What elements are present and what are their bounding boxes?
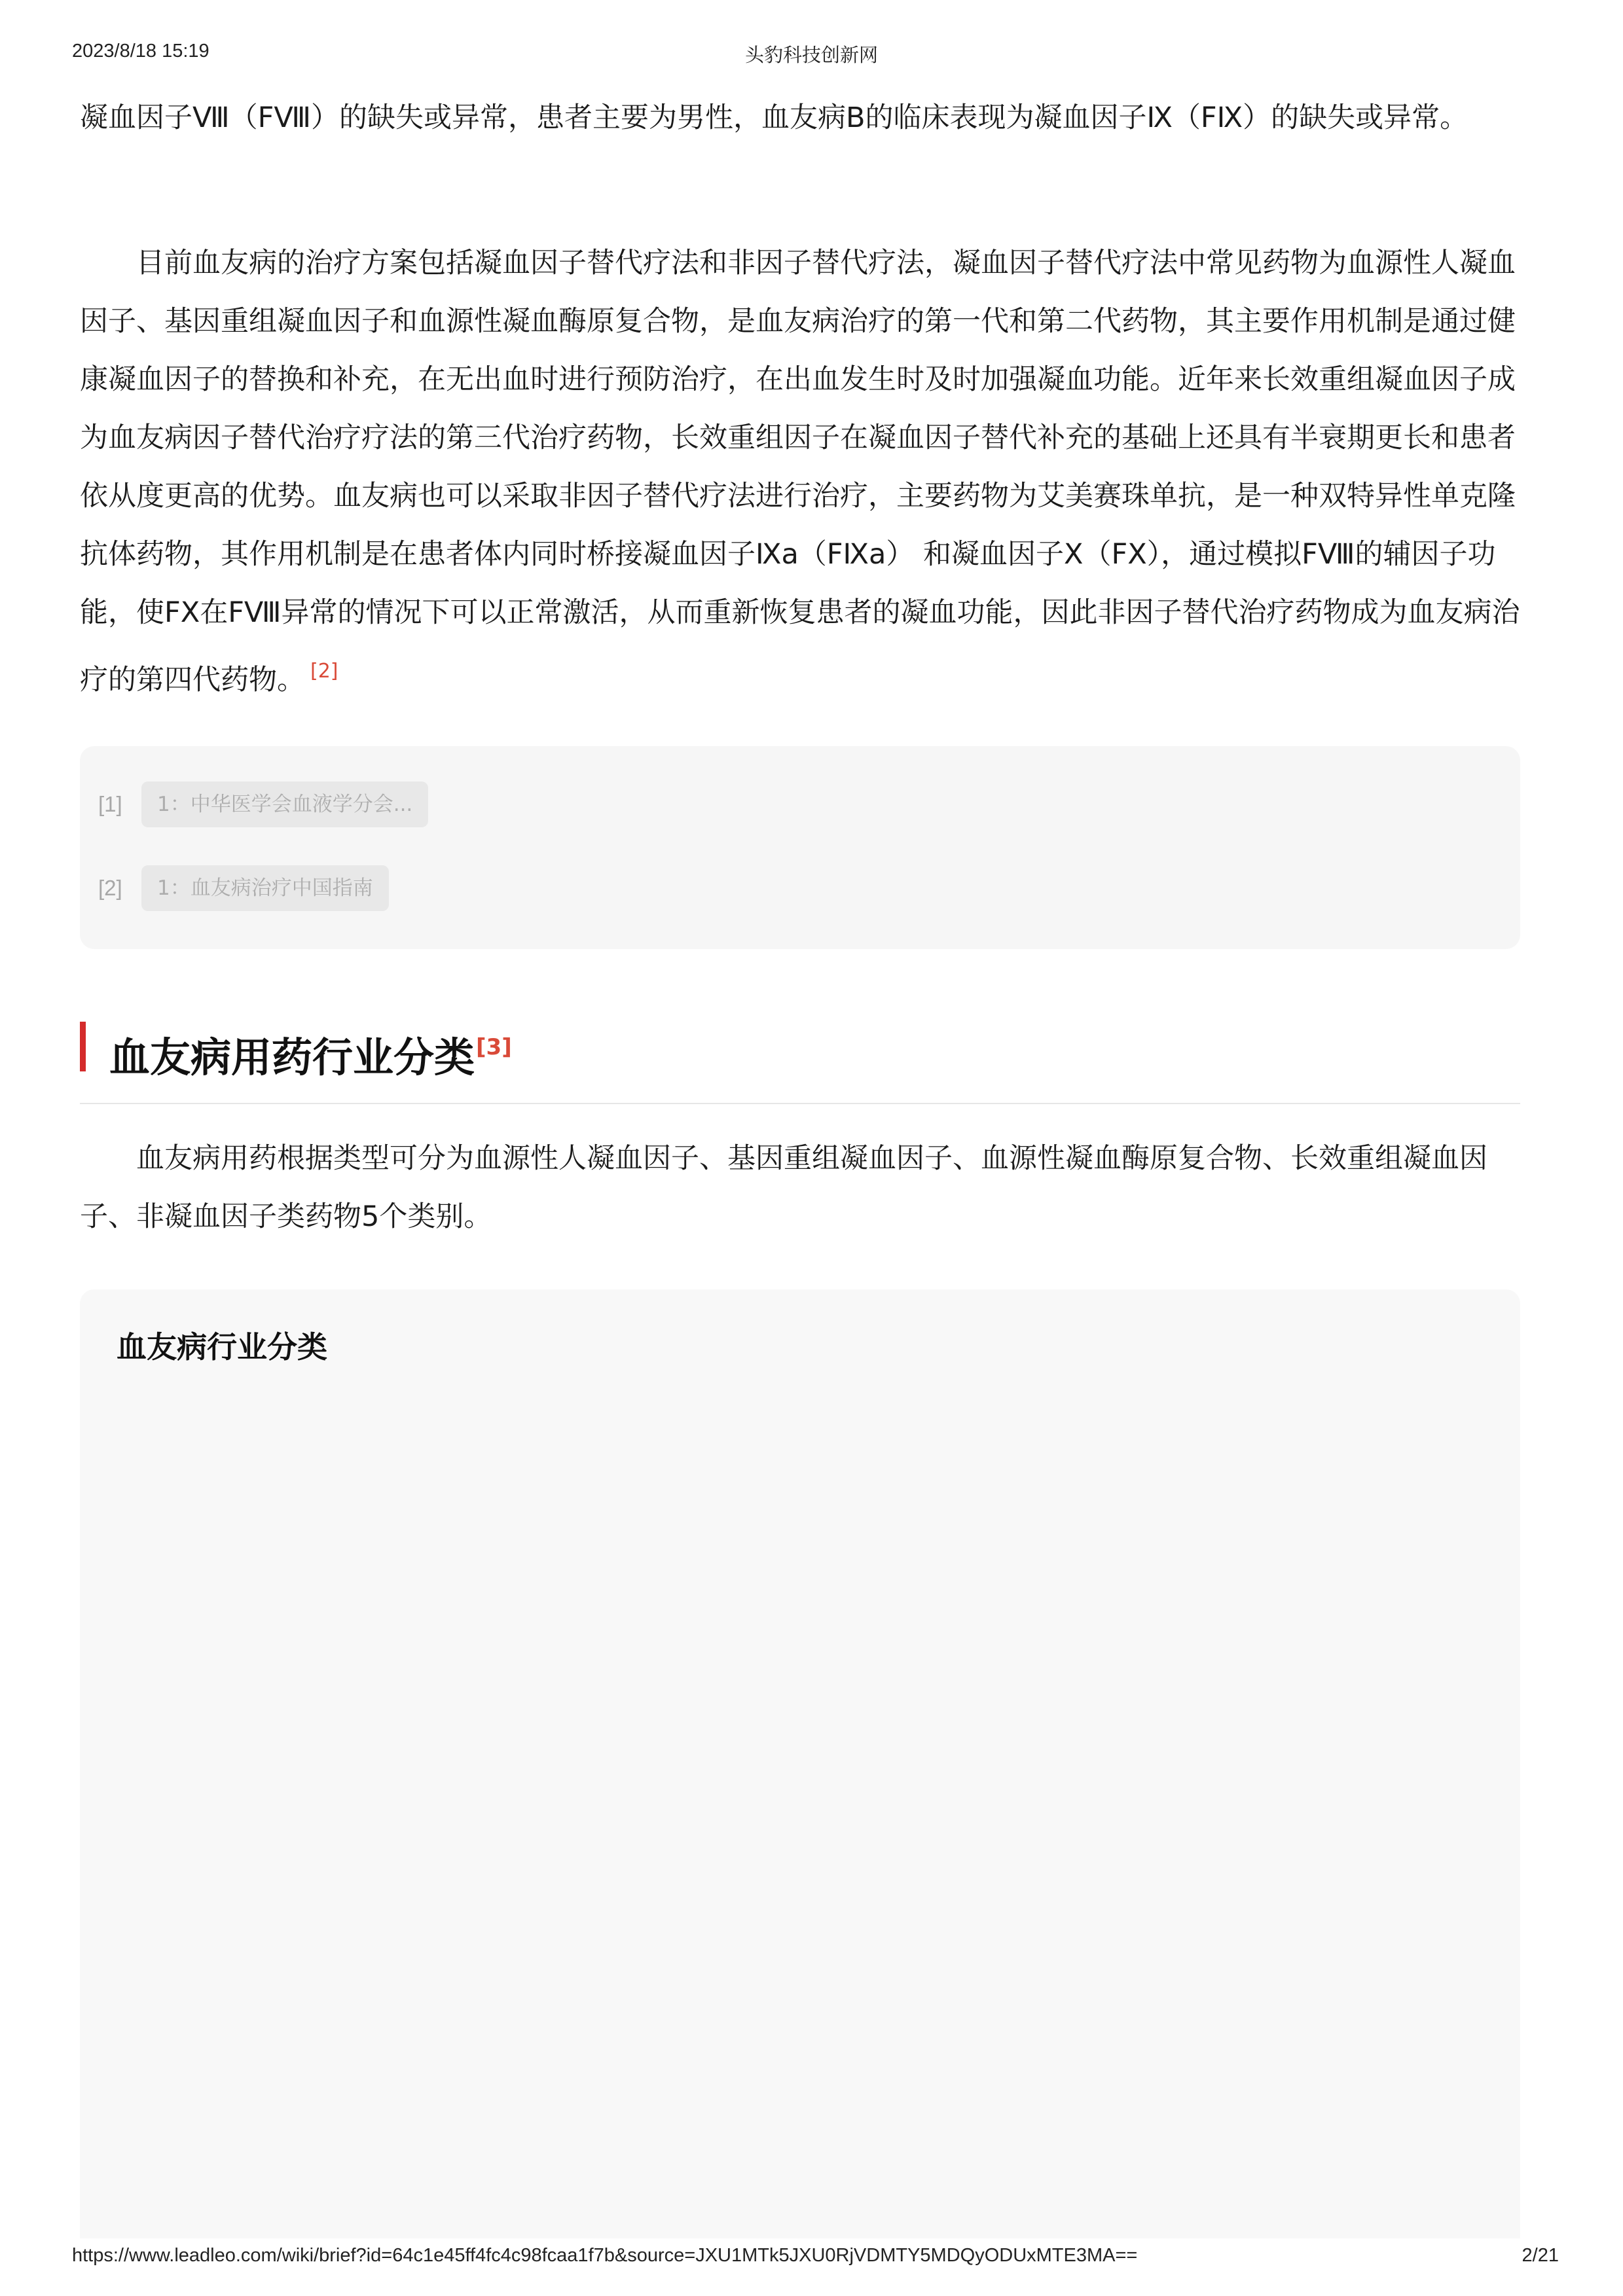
- paragraph-hemophilia-definition: 凝血因子Ⅷ（FⅧ）的缺失或异常，患者主要为男性，血友病B的临床表现为凝血因子Ⅸ（FⅨ）的缺失或异常。: [80, 101, 1468, 134]
- section-heading: [80, 1018, 1520, 1104]
- citation-link-2[interactable]: [2]: [310, 660, 338, 683]
- header-site-name: 头豹科技创新网: [744, 45, 878, 66]
- section-accent-bar: [80, 1022, 86, 1071]
- reference-item: [98, 781, 428, 827]
- section-title: [109, 1018, 512, 1087]
- reference-link[interactable]: 1：中华医学会血液学分会...: [141, 781, 428, 827]
- citation-link-3[interactable]: [3]: [476, 1034, 512, 1060]
- paragraph-treatment-text: 目前血友病的治疗方案包括凝血因子替代疗法和非因子替代疗法，凝血因子替代疗法中常见药物为血源性人凝血因子、基因重组凝血因子和血源性凝血酶原复合物，是血友病治疗的第一代和第二代药物，其主要作用机制是通过健康凝血因子的替换和补充，在无出血时进行预防治疗，在出血发生时及时加强凝血功能。近年来长效重组凝血因子成为血友病因子替代治疗疗法的第三代治疗药物，长效重组因子在凝血因子替代补充的基础上还具有半衰期更长和患者依从度更高的优势。血友病也可以采取非因子替代疗法进行治疗，主要药物为艾美赛珠单抗，是一种双特异性单克隆抗体药物，其作用机制是在患者体内同时桥接凝血因子Ⅸa（FⅨa） 和凝血因子Ⅹ（FⅩ），通过模拟FⅧ的辅因子功能，使FⅩ在FⅧ异常的情况下可以正常激活，从而重新恢复患者的凝血功能，因此非因子替代治疗药物成为血友病治疗的第四代药物。: [80, 247, 1520, 696]
- header-datetime: 2023/8/18 15:19: [72, 41, 210, 62]
- category-card-title: 血友病行业分类: [117, 1329, 327, 1365]
- references-box: [80, 746, 1520, 949]
- paragraph-drug-classification: 血友病用药根据类型可分为血源性人凝血因子、基因重组凝血因子、血源性凝血酶原复合物、长效重组凝血因子、非凝血因子类药物5个类别。: [80, 1142, 1487, 1233]
- section-title-text: 血友病用药行业分类: [109, 1033, 475, 1081]
- reference-number: [1]: [98, 792, 122, 816]
- footer-url: https://www.leadleo.com/wiki/brief?id=64c1e45ff4fc4c98fcaa1f7b&source=JXU1MTk5JXU0RjVDMTY5MDQyODUxMTE3MA==: [72, 2245, 1138, 2266]
- footer-page-number: 2/21: [1522, 2245, 1559, 2266]
- reference-item: [98, 865, 389, 911]
- reference-link[interactable]: 1：血友病治疗中国指南: [141, 865, 389, 911]
- reference-number: [2]: [98, 876, 122, 900]
- paragraph-treatment-overview: [80, 234, 1520, 709]
- category-card: [80, 1289, 1520, 2238]
